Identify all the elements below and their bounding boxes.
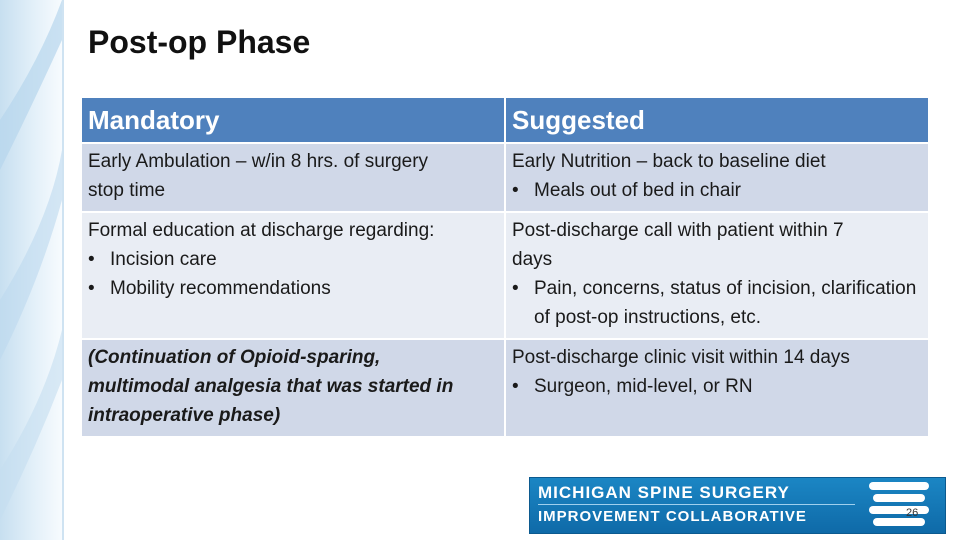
cell-text: days <box>512 249 553 270</box>
cell-mandatory <box>81 339 505 437</box>
bullet-icon: • <box>512 376 519 397</box>
bullet-icon: • <box>88 249 95 270</box>
cell-mandatory <box>81 212 505 339</box>
cell-text: Early Nutrition – back to baseline diet <box>512 151 826 172</box>
page-number: 26 <box>906 507 919 519</box>
table-row <box>81 212 929 339</box>
left-divider-line <box>62 0 64 540</box>
bullet-icon: • <box>88 278 95 299</box>
cell-text: stop time <box>88 180 166 201</box>
bullet-text: Incision care <box>110 249 217 270</box>
bullet-text: Surgeon, mid-level, or RN <box>534 376 753 397</box>
cell-text: Post-discharge call with patient within 7 <box>512 220 844 241</box>
bullet-item <box>88 274 498 303</box>
logo-separator <box>538 504 855 505</box>
bullet-icon: • <box>512 278 519 299</box>
slide-title: Post-op Phase <box>88 24 311 60</box>
spine-icon <box>863 480 935 530</box>
table-header-row <box>81 97 929 143</box>
bullet-item <box>512 274 922 332</box>
cell-text: intraoperative phase) <box>88 405 281 426</box>
bullet-item <box>88 245 498 274</box>
header-suggested: Suggested <box>505 97 929 143</box>
logo-line-1: MICHIGAN SPINE SURGERY <box>538 483 790 502</box>
bullet-item <box>512 176 922 205</box>
cell-text: Formal education at discharge regarding: <box>88 220 435 241</box>
decorative-swoosh <box>0 0 62 540</box>
cell-text: Post-discharge clinic visit within 14 days <box>512 347 850 368</box>
cell-text: (Continuation of Opioid-sparing, <box>88 347 381 368</box>
cell-suggested <box>505 143 929 212</box>
cell-mandatory <box>81 143 505 212</box>
header-mandatory: Mandatory <box>81 97 505 143</box>
bullet-text: Mobility recommendations <box>110 278 331 299</box>
bullet-icon: • <box>512 180 519 201</box>
decorative-left-band <box>0 0 62 540</box>
bullet-item <box>512 372 922 401</box>
msspc-logo <box>529 477 946 534</box>
table-row <box>81 339 929 437</box>
bullet-text: Pain, concerns, status of incision, clarification of post-op instructions, etc. <box>534 278 917 328</box>
cell-text: Early Ambulation – w/in 8 hrs. of surgery <box>88 151 429 172</box>
cell-text: multimodal analgesia that was started in <box>88 376 454 397</box>
logo-line-2: IMPROVEMENT COLLABORATIVE <box>538 508 807 525</box>
cell-suggested <box>505 212 929 339</box>
bullet-text: Meals out of bed in chair <box>534 180 742 201</box>
table-row <box>81 143 929 212</box>
phase-table <box>80 96 930 438</box>
cell-suggested <box>505 339 929 437</box>
